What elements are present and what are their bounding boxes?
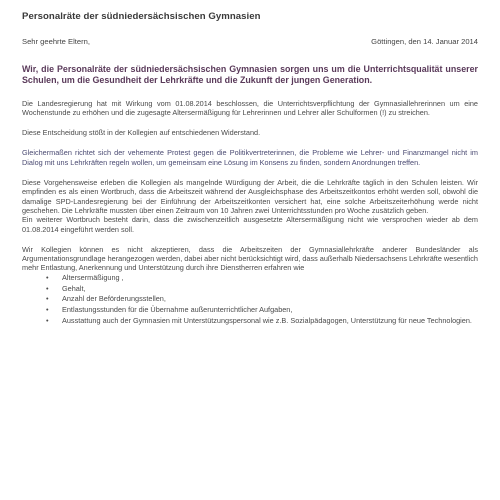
- list-item: • Entlastungsstunden für die Übernahme außerunterrichtlicher Aufgaben,: [46, 305, 478, 316]
- paragraph-2: Diese Entscheidung stößt in der Kollegien auf entschiedenen Widerstand.: [22, 128, 261, 138]
- bullet-list: [22, 273, 478, 327]
- list-item: • Ausstattung auch der Gymnasien mit Unterstützungspersonal wie z.B. Sozialpädagogen, Unterstützung für neue Technologien.: [46, 316, 478, 327]
- paragraph-5: Ein weiterer Wortbruch besteht darin, dass die zwischenzeitlich ausgesetzte Altersermäßigung nicht wie versprochen wieder ab dem 01.08.2014 eingeführt werden soll.: [22, 215, 478, 234]
- document-title: Personalräte der südniedersächsischen Gymnasien: [22, 11, 261, 22]
- paragraph-1: Die Landesregierung hat mit Wirkung vom 01.08.2014 beschlossen, die Unterrichtsverpflichtung der Gymnasiallehrerinnen um eine Wochenstunde zu erhöhen und die zugesagte Altersermäßigung für Lehrerinnen und Lehrer aller Schulformen (!) zu streichen.: [22, 98, 478, 117]
- paragraph-3: Gleichermaßen richtet sich der vehemente Protest gegen die Politikvertreterinnen, die Probleme wie Lehrer- und Finanzmangel nicht im Dialog mit uns Lehrkräften regeln wollen, um gemeinsam eine Lösung im Konsens zu finden, sondern Anordnungen treffen.: [22, 148, 478, 167]
- paragraph-4: Diese Vorgehensweise erleben die Kollegien als mangelnde Würdigung der Arbeit, die die Lehrkräfte täglich in den Schulen leisten. Wir empfinden es als einen Wortbruch, dass die Arbeitszeit während der Ausgleichsphase des Arbeitszeitkontos erhöht werden soll, obwohl die damalige SPD-Landesregierung bei der Einführung der Arbeitszeitkonten versichert hat, eine solche Arbeitszeiterhöhung werde nicht geschehen. Die Lehrkräfte mussten über einen Zeitraum von 10 Jahren zwei Unterrichtsstunden pro Woche zusätzlich geben.: [22, 178, 478, 215]
- salutation: Sehr geehrte Eltern,: [22, 37, 90, 46]
- place-date: Göttingen, den 14. Januar 2014: [371, 37, 478, 46]
- salutation-row: [22, 37, 478, 46]
- list-item: • Gehalt,: [46, 284, 478, 295]
- paragraph-6: Wir Kollegien können es nicht akzeptieren, dass die Arbeitszeiten der Gymnasiallehrkräfte anderer Bundesländer als Argumentationsgrundlage herangezogen werden, dabei aber nicht berücksichtigt wird, dass außerhalb Niedersachsens Lehrkräfte wesentlich mehr Entlastung, Anerkennung und Unterstützung durch ihre Dienstherren erfahren wie: [22, 244, 478, 273]
- list-item: • Anzahl der Beförderungsstellen,: [46, 294, 478, 305]
- list-item: • Altersermäßigung ,: [46, 273, 478, 284]
- intro-paragraph: Wir, die Personalräte der südniedersächsischen Gymnasien sorgen uns um die Unterrichtsqualität unserer Schulen, um die Gesundheit der Lehrkräfte und die Zukunft der jungen Generation.: [22, 64, 478, 86]
